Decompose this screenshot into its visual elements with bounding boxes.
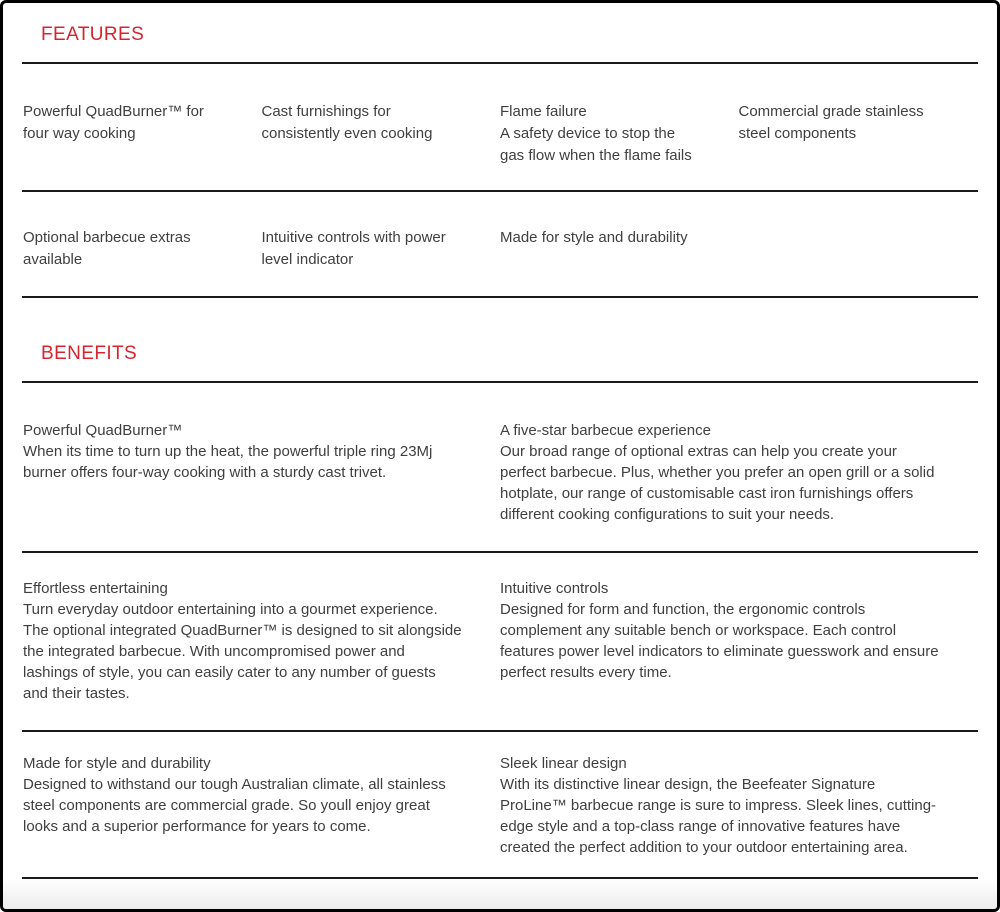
benefit-item [500,420,977,525]
feature-title: Intuitive controls with power level indicator [261,229,446,268]
feature-title: Optional barbecue extras available [23,229,191,268]
benefits-row [23,553,977,730]
benefit-desc: Turn everyday outdoor entertaining into a gourmet experience. The optional integrated QuadBurner™ is designed to sit alongside the integrated barbecue. With uncompromised power and lashings of style, you can easily cater to any number of guests and their tastes. [23,601,462,702]
features-row [23,192,977,296]
feature-desc: A safety device to stop the gas flow when the flame fails [500,125,692,164]
feature-item [23,227,262,271]
benefit-item [23,578,500,704]
benefits-row [23,383,977,551]
benefit-desc: With its distinctive linear design, the Beefeater Signature ProLine™ barbecue range is sure to impress. Sleek lines, cutting-edge style and a top-class range of innovative features have created the perfect addition to your outdoor entertaining area. [500,776,937,856]
benefits-section-title: BENEFITS [41,343,138,364]
benefit-title: Powerful QuadBurner™ [23,422,183,439]
features-section-title: FEATURES [41,24,145,45]
feature-item [262,227,501,271]
benefit-title: Effortless entertaining [23,580,168,597]
benefit-title: A five-star barbecue experience [500,422,711,439]
feature-item [23,101,262,167]
benefit-title: Made for style and durability [23,755,211,772]
benefit-item [500,753,977,858]
footer-strip [3,879,997,909]
benefit-desc: Our broad range of optional extras can help you create your perfect barbecue. Plus, whether you prefer an open grill or a solid hotplate, our range of customisable cast iron furnishings offers different cooking configurations to suit your needs. [500,443,935,523]
benefit-desc: Designed for form and function, the ergonomic controls complement any suitable bench or workspace. Each control features power level indicators to eliminate guesswork and ensure perfect results every time. [500,601,939,681]
feature-title: Powerful QuadBurner™ for four way cooking [23,103,204,142]
benefit-desc: When its time to turn up the heat, the powerful triple ring 23Mj burner offers four-way cooking with a sturdy cast trivet. [23,443,433,481]
feature-item [262,101,501,167]
benefit-item [23,753,500,858]
feature-item [500,227,739,271]
feature-title: Flame failure [500,103,587,120]
benefits-row [23,732,977,877]
benefit-item [500,578,977,704]
benefit-title: Intuitive controls [500,580,609,597]
feature-title: Made for style and durability [500,229,688,246]
benefit-item [23,420,500,525]
feature-title: Commercial grade stainless steel components [738,103,924,142]
benefit-desc: Designed to withstand our tough Australian climate, all stainless steel components are commercial grade. So youll enjoy great looks and a superior performance for years to come. [23,776,446,835]
feature-item [739,101,978,167]
benefit-title: Sleek linear design [500,755,627,772]
feature-item [500,101,739,167]
feature-item-empty [739,227,978,271]
features-row [23,64,977,190]
feature-title: Cast furnishings for consistently even cooking [261,103,433,142]
